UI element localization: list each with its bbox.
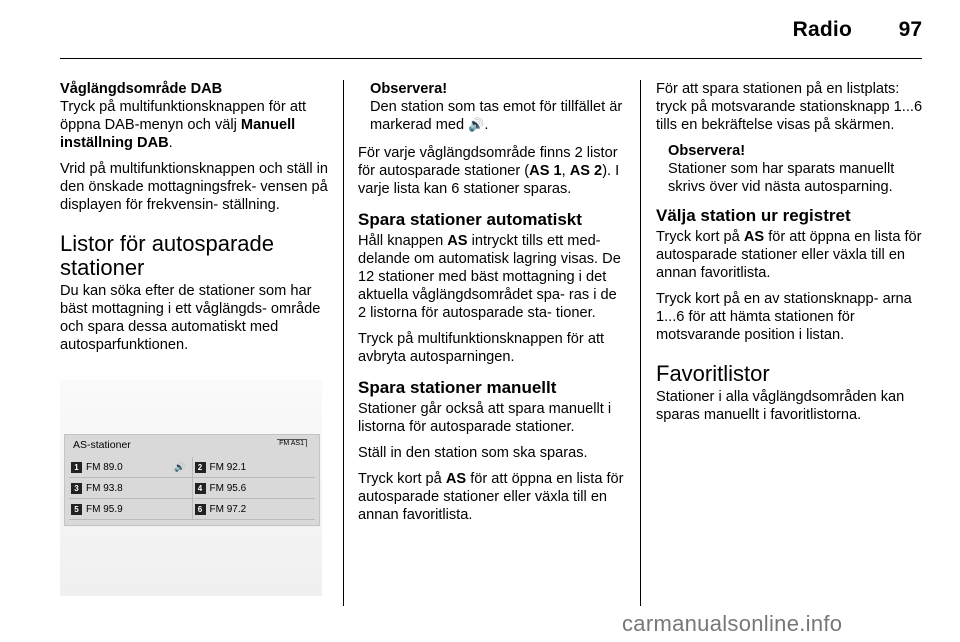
preset-2: 2 FM 92.1 <box>192 457 316 477</box>
paragraph: För att spara stationen på en listplats: tryck på motsvarande stationsknapp 1...6 tills en bekräftelse visas på skärmen. <box>656 81 923 133</box>
page-number: 97 <box>898 18 922 41</box>
preset-grid <box>69 457 315 520</box>
page-header-title: Radio <box>792 18 852 41</box>
note-text: Stationer som har sparats manuellt skrivs över vid nästa autosparning. <box>668 161 895 195</box>
preset-row <box>69 478 315 499</box>
watermark: carmanualsonline.info <box>622 611 843 636</box>
paragraph: Du kan söka efter de stationer som har bäst mottagning i ett våglängds- område och spara dessa automatiskt med autosparfunktionen. <box>60 283 321 353</box>
subsection-heading: Spara stationer manuellt <box>358 378 557 397</box>
paragraph: Ställ in den station som ska sparas. <box>358 445 588 461</box>
preset-6: 6 FM 97.2 <box>192 499 316 519</box>
section-heading: Listor för autosparade stationer <box>60 231 275 280</box>
paragraph: Håll knappen AS intryckt tills ett med- delande om automatisk lagring visas. De 12 stationer med bäst mottagning i det aktuella våglängdsområdet spa- ras i de 2 listorna för autosparade sta- tioner. <box>358 233 621 321</box>
column-divider <box>640 80 641 606</box>
screen-title: AS-stationer <box>73 439 131 451</box>
preset-row <box>69 457 315 478</box>
column-divider <box>343 80 344 606</box>
note-box <box>370 80 626 134</box>
paragraph: Stationer i alla våglängdsområden kan sparas manuellt i favoritlistorna. <box>656 389 905 423</box>
menu-item-reference: Manuell inställning DAB <box>60 117 296 151</box>
paragraph: Stationer går också att spara manuellt i listorna för autosparade stationer. <box>358 401 612 435</box>
paragraph: För varje våglängdsområde finns 2 listor för autosparade stationer (AS 1, AS 2). I varje lista kan 6 stationer sparas. <box>358 145 620 197</box>
as-stations-screen <box>64 434 320 526</box>
column-2 <box>358 80 626 532</box>
preset-1: 1 FM 89.0 🔊 <box>69 457 192 477</box>
paragraph: Tryck kort på en av stationsknapp- arna 1...6 för att hämta stationen för motsvarande position i listan. <box>656 291 912 343</box>
subsection-heading: Välja station ur registret <box>656 206 851 225</box>
preset-row <box>69 499 315 520</box>
paragraph: Tryck kort på AS för att öppna en lista för autosparade stationer eller växla till en annan favoritlista. <box>358 471 624 523</box>
preset-4: 4 FM 95.6 <box>192 478 316 498</box>
paragraph: Tryck på multifunktionsknappen för att öppna DAB-menyn och välj Manuell inställning DAB. <box>60 99 307 151</box>
subsection-heading: Spara stationer automatiskt <box>358 210 582 229</box>
preset-5: 5 FM 95.9 <box>69 499 192 519</box>
note-title: Observera! <box>370 81 448 97</box>
band-tag: FM AS1 <box>277 439 307 447</box>
preset-3: 3 FM 93.8 <box>69 478 192 498</box>
column-3 <box>656 80 926 432</box>
column-1 <box>60 80 336 362</box>
speaker-icon: 🔊 <box>174 461 186 472</box>
dab-label: Våglängdsområde DAB <box>60 81 223 97</box>
radio-display-illustration <box>60 380 322 596</box>
speaker-icon: 🔊 <box>468 117 485 132</box>
note-text: Den station som tas emot för tillfället är markerad med 🔊. <box>370 99 623 133</box>
header-divider <box>60 58 922 59</box>
section-heading: Favoritlistor <box>656 361 770 386</box>
paragraph: Vrid på multifunktionsknappen och ställ in den önskade mottagningsfrek- vensen på displayen för frekvensin- ställning. <box>60 161 328 213</box>
paragraph: Tryck kort på AS för att öppna en lista för autosparade stationer eller växla till en annan favoritlista. <box>656 229 922 281</box>
paragraph: Tryck på multifunktionsknappen för att avbryta autosparningen. <box>358 331 605 365</box>
note-title: Observera! <box>668 143 746 159</box>
note-box <box>668 142 926 196</box>
